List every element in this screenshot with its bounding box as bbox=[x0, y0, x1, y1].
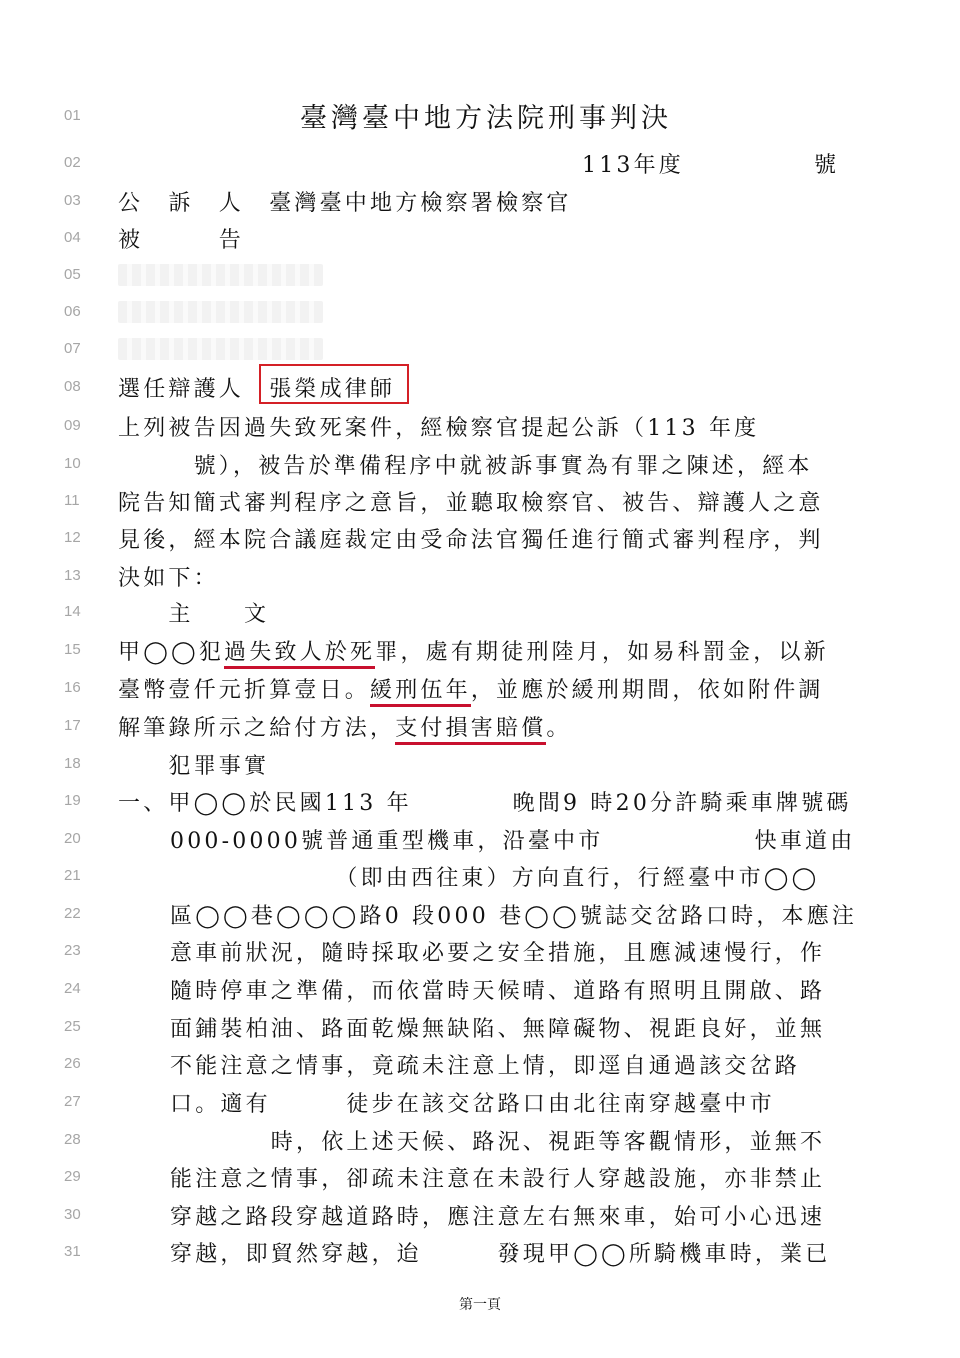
text-line bbox=[0, 1045, 960, 1082]
line-number: 25 bbox=[64, 1018, 81, 1035]
line-number: 23 bbox=[64, 942, 81, 959]
text-line bbox=[0, 219, 960, 256]
verdict-text: 解筆錄所示之給付方法， bbox=[118, 716, 396, 741]
underlined-phrase: 緩刑伍年 bbox=[370, 678, 471, 707]
line-number: 01 bbox=[64, 107, 81, 124]
text-line bbox=[0, 1083, 960, 1120]
text-line bbox=[0, 669, 960, 706]
line-number: 19 bbox=[64, 792, 81, 809]
verdict-text: 甲◯◯犯 bbox=[118, 640, 225, 665]
case-year: 113年度 bbox=[582, 153, 684, 178]
line-number: 13 bbox=[64, 567, 81, 584]
line-number: 03 bbox=[64, 192, 81, 209]
verdict-line bbox=[118, 635, 829, 666]
text-line bbox=[0, 1158, 960, 1195]
verdict-text: 臺幣壹仟元折算壹日。 bbox=[118, 678, 371, 703]
text-line bbox=[0, 857, 960, 894]
line-text: 時，依上述天候、路況、視距等客觀情形，並無不 bbox=[170, 1130, 826, 1155]
line-number: 27 bbox=[64, 1093, 81, 1110]
line-text: 院告知簡式審判程序之意旨，並聽取檢察官、被告、辯護人之意 bbox=[118, 491, 824, 516]
page-footer: 第一頁 bbox=[459, 1297, 501, 1313]
text-line bbox=[0, 256, 960, 293]
text-line bbox=[0, 820, 960, 857]
line-number: 17 bbox=[64, 717, 81, 734]
verdict-text: 。 bbox=[546, 716, 572, 741]
text-line bbox=[0, 593, 960, 630]
text-line bbox=[0, 631, 960, 668]
text-line bbox=[0, 970, 960, 1007]
line-number: 05 bbox=[64, 266, 81, 283]
line-number: 12 bbox=[64, 529, 81, 546]
line-text: 不能注意之情事，竟疏未注意上情，即逕自通過該交岔路 bbox=[170, 1054, 801, 1079]
line-number: 30 bbox=[64, 1206, 81, 1223]
text-line bbox=[0, 445, 960, 482]
line-number: 14 bbox=[64, 603, 81, 620]
line-text: 犯罪事實 bbox=[118, 754, 270, 779]
verdict-line bbox=[118, 673, 824, 704]
underlined-phrase: 支付損害賠償 bbox=[395, 716, 546, 745]
text-line bbox=[0, 895, 960, 932]
line-text: 能注意之情事，卻疏未注意在未設行人穿越設施，亦非禁止 bbox=[170, 1167, 826, 1192]
line-number: 29 bbox=[64, 1168, 81, 1185]
text-line bbox=[0, 782, 960, 819]
line-number: 11 bbox=[64, 492, 80, 509]
text-line bbox=[0, 368, 960, 405]
line-text: 意車前狀況，隨時採取必要之安全措施，且應減速慢行，作 bbox=[170, 941, 826, 966]
text-line bbox=[0, 293, 960, 330]
line-text: 隨時停車之準備，而依當時天候晴、道路有照明且開啟、路 bbox=[170, 979, 826, 1004]
line-text: 公 訴 人 臺灣臺中地方檢察署檢察官 bbox=[118, 191, 572, 216]
text-line bbox=[0, 1196, 960, 1233]
text-line bbox=[0, 330, 960, 367]
redacted-text bbox=[118, 301, 323, 323]
line-text: 被 告 bbox=[118, 228, 245, 253]
line-text: 區◯◯巷◯◯◯路0 段000 巷◯◯號誌交岔路口時，本應注 bbox=[170, 904, 858, 929]
line-number: 20 bbox=[64, 830, 81, 847]
line-number: 15 bbox=[64, 641, 81, 658]
text-line bbox=[0, 144, 960, 181]
document-title: 臺灣臺中地方法院刑事判決 bbox=[300, 103, 672, 134]
line-number: 04 bbox=[64, 229, 81, 246]
line-text: 上列被告因過失致死案件，經檢察官提起公訴（113 年度 bbox=[118, 416, 760, 441]
line-number: 02 bbox=[64, 154, 81, 171]
text-line bbox=[0, 1121, 960, 1158]
redacted-text bbox=[118, 264, 323, 286]
line-text: 口。適有 徒步在該交岔路口由北往南穿越臺中市 bbox=[170, 1092, 775, 1117]
line-number: 31 bbox=[64, 1243, 81, 1260]
line-text: 穿越，即貿然穿越，迨 發現甲◯◯所騎機車時，業已 bbox=[170, 1242, 831, 1267]
line-number: 07 bbox=[64, 340, 81, 357]
line-number: 24 bbox=[64, 980, 81, 997]
line-text: 號），被告於準備程序中就被訴事實為有罪之陳述，經本 bbox=[118, 454, 813, 479]
text-line bbox=[0, 407, 960, 444]
line-text: 一、甲◯◯於民國113 年 晚間9 時20分許騎乘車牌號碼 bbox=[118, 791, 852, 816]
line-number: 06 bbox=[64, 303, 81, 320]
line-number: 22 bbox=[64, 905, 81, 922]
line-number: 10 bbox=[64, 455, 81, 472]
verdict-text: ，並應於緩刑期間，依如附件調 bbox=[470, 678, 824, 703]
line-text: 000-0000號普通重型機車，沿臺中市 快車道由 bbox=[170, 829, 856, 854]
line-number: 16 bbox=[64, 679, 81, 696]
text-line bbox=[0, 182, 960, 219]
redacted-text bbox=[118, 338, 323, 360]
text-line bbox=[0, 519, 960, 556]
line-text: （即由西往東）方向直行，行經臺中市◯◯ bbox=[170, 866, 820, 891]
line-text: 面鋪裝柏油、路面乾燥無缺陷、無障礙物、視距良好，並無 bbox=[170, 1017, 826, 1042]
text-line bbox=[0, 932, 960, 969]
text-line bbox=[0, 745, 960, 782]
line-number: 26 bbox=[64, 1055, 81, 1072]
text-line bbox=[0, 1008, 960, 1045]
underlined-phrase: 過失致人於死 bbox=[224, 640, 375, 669]
line-number: 09 bbox=[64, 417, 81, 434]
line-number: 21 bbox=[64, 867, 81, 884]
line-text: 主 文 bbox=[118, 602, 270, 627]
line-text: 決如下： bbox=[118, 566, 219, 591]
text-line bbox=[0, 707, 960, 744]
verdict-line bbox=[118, 711, 572, 742]
line-text: 見後，經本院合議庭裁定由受命法官獨任進行簡式審判程序，判 bbox=[118, 528, 824, 553]
text-line bbox=[0, 1233, 960, 1270]
case-number-suffix: 號 bbox=[814, 153, 840, 178]
line-number: 08 bbox=[64, 378, 81, 395]
line-number: 28 bbox=[64, 1131, 81, 1148]
line-text: 選任辯護人 張榮成律師 bbox=[118, 377, 396, 402]
text-line bbox=[0, 557, 960, 594]
line-text: 穿越之路段穿越道路時，應注意左右無來車，始可小心迅速 bbox=[170, 1205, 826, 1230]
text-line bbox=[0, 97, 960, 134]
text-line bbox=[0, 482, 960, 519]
verdict-text: 罪，處有期徒刑陸月，如易科罰金，以新 bbox=[375, 640, 829, 665]
line-number: 18 bbox=[64, 755, 81, 772]
